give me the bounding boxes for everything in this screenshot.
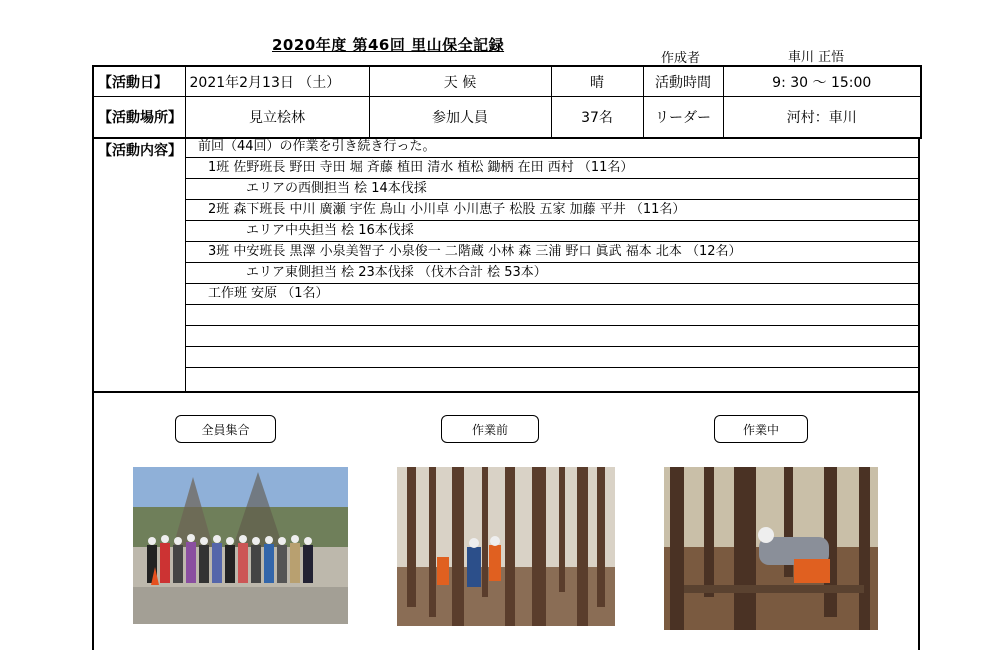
- activity-line: 2班 森下班長 中川 廣瀬 宇佐 鳥山 小川卓 小川恵子 松股 五家 加藤 平井 （11名）: [186, 200, 920, 221]
- photo-label-during-work: 作業中: [714, 415, 808, 443]
- date-value: 2021年2月13日 （土）: [185, 66, 369, 97]
- activity-line: 工作班 安原 （1名）: [186, 284, 920, 305]
- weather-label: 天 候: [369, 66, 551, 97]
- time-value: 9: 30 ～ 15:00: [723, 66, 921, 97]
- activity-line: [186, 347, 920, 368]
- activity-line: エリア中央担当 桧 16本伐採: [186, 221, 920, 242]
- info-row-2: [93, 97, 921, 139]
- date-label: 【活動日】: [93, 66, 185, 97]
- info-row-1: [93, 66, 921, 97]
- photo-label-all-members: 全員集合: [175, 415, 276, 443]
- activity-line: 前回（44回）の作業を引き続き行った。: [186, 137, 920, 158]
- activity-line: エリアの西側担当 桧 14本伐採: [186, 179, 920, 200]
- place-label: 【活動場所】: [93, 97, 185, 139]
- participants-value: 37名: [551, 97, 643, 139]
- activity-label: 【活動内容】: [94, 137, 186, 391]
- activity-line: エリア東側担当 桧 23本伐採 （伐木合計 桧 53本）: [186, 263, 920, 284]
- info-table: [92, 65, 922, 139]
- activity-content: [92, 137, 920, 393]
- time-label: 活動時間: [643, 66, 723, 97]
- place-value: 見立桧林: [185, 97, 369, 139]
- photo-label-before-work: 作業前: [441, 415, 539, 443]
- record-title: 2020年度 第46回 里山保全記録: [272, 36, 505, 54]
- during-work-photo: [664, 467, 878, 630]
- leader-value: 河村：車川: [723, 97, 921, 139]
- participants-label: 参加人員: [369, 97, 551, 139]
- weather-value: 晴: [551, 66, 643, 97]
- activity-line: 3班 中安班長 黒澤 小泉美智子 小泉俊一 二階蔵 小林 森 三浦 野口 眞武 福本 北本 （12名）: [186, 242, 920, 263]
- creator-label: 作成者: [661, 51, 701, 66]
- before-work-photo: [397, 467, 615, 626]
- activity-line: 1班 佐野班長 野田 寺田 堀 斉藤 植田 清水 植松 鋤柄 在田 西村 （11名）: [186, 158, 920, 179]
- leader-label: リーダー: [643, 97, 723, 139]
- group-photo: [133, 467, 348, 624]
- activity-line: [186, 368, 920, 391]
- activity-line: [186, 305, 920, 326]
- creator-name: 車川 正悟: [788, 50, 845, 65]
- activity-line: [186, 326, 920, 347]
